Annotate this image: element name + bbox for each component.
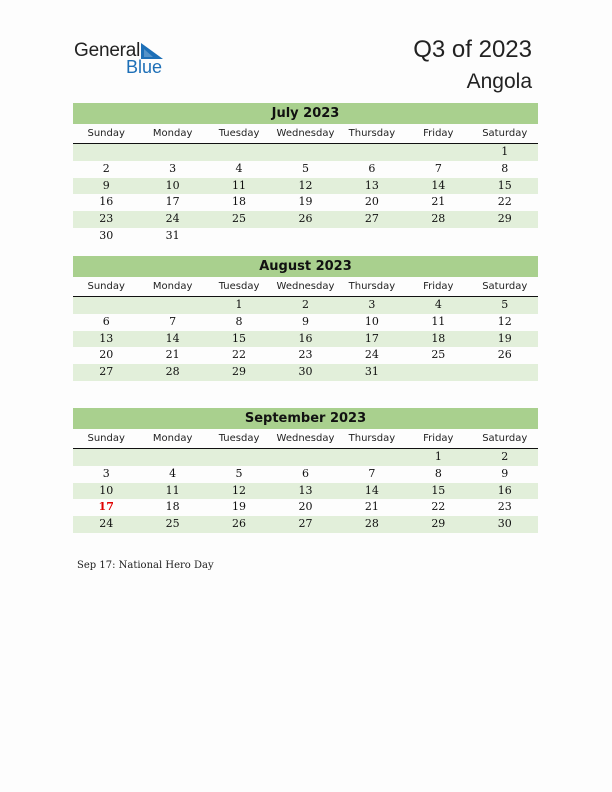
weekday-label: Thursday [348, 128, 396, 139]
month-september [73, 408, 538, 533]
week-row [73, 161, 538, 178]
day-cell: 24 [99, 517, 114, 531]
weekday-label: Thursday [348, 433, 396, 444]
day-cell: 12 [232, 483, 247, 497]
day-cell: 22 [232, 348, 247, 362]
day-cell: 27 [99, 365, 114, 379]
day-cell [73, 144, 139, 161]
day-cell [405, 144, 471, 161]
day-cell: 5 [235, 466, 243, 480]
day-cell: 3 [102, 466, 110, 480]
day-cell: 6 [368, 161, 376, 175]
day-cell [73, 297, 139, 314]
day-cell: 4 [434, 298, 442, 311]
weekday-label: Monday [152, 128, 193, 139]
day-cell: 14 [165, 331, 180, 345]
day-cell [73, 449, 139, 466]
weekday-label: Thursday [348, 281, 396, 292]
day-cell: 12 [497, 314, 512, 328]
day-cell: 2 [501, 450, 509, 463]
day-cell: 28 [431, 212, 446, 226]
day-cell: 18 [431, 331, 446, 345]
weekday-label: Wednesday [276, 433, 335, 444]
day-cell: 8 [235, 314, 243, 328]
weekday-label: Sunday [87, 433, 125, 444]
weekday-label: Wednesday [276, 128, 335, 139]
day-cell: 15 [431, 483, 446, 497]
day-cell: 26 [298, 212, 313, 226]
day-cell: 11 [165, 483, 180, 497]
day-cell [472, 364, 538, 381]
month-title: July 2023 [73, 103, 538, 124]
day-cell: 23 [298, 348, 313, 362]
day-cell: 23 [99, 212, 114, 226]
day-cell: 31 [165, 228, 180, 242]
day-cell: 30 [99, 228, 114, 242]
day-cell: 21 [431, 195, 446, 209]
week-row [73, 178, 538, 195]
day-cell: 20 [364, 195, 379, 209]
weekday-label: Saturday [482, 128, 528, 139]
page-title: Q3 of 2023 [413, 36, 532, 63]
day-cell: 3 [368, 298, 376, 311]
day-cell [339, 449, 405, 466]
month-july [73, 103, 538, 245]
holiday-note: Sep 17: National Hero Day [77, 560, 214, 571]
holiday-day-cell: 17 [98, 500, 114, 514]
day-cell: 6 [102, 314, 110, 328]
day-cell: 26 [497, 348, 512, 362]
day-cell: 26 [232, 517, 247, 531]
day-cell [272, 449, 338, 466]
day-cell: 18 [232, 195, 247, 209]
day-cell: 20 [298, 500, 313, 514]
day-cell: 30 [497, 517, 512, 531]
day-cell: 16 [298, 331, 313, 345]
weekday-header-row [73, 432, 538, 449]
day-cell: 2 [301, 298, 309, 311]
weekday-label: Tuesday [218, 128, 260, 139]
day-cell: 19 [232, 500, 247, 514]
day-cell: 15 [232, 331, 247, 345]
day-cell: 25 [232, 212, 247, 226]
day-cell: 29 [232, 365, 247, 379]
weekday-label: Friday [423, 128, 454, 139]
day-cell: 28 [364, 517, 379, 531]
day-cell: 25 [165, 517, 180, 531]
day-cell: 8 [501, 161, 509, 175]
day-cell: 31 [364, 365, 379, 379]
day-cell: 24 [165, 212, 180, 226]
day-cell: 10 [99, 483, 114, 497]
day-cell: 10 [165, 178, 180, 192]
day-cell [339, 144, 405, 161]
day-cell: 16 [99, 195, 114, 209]
day-cell: 3 [169, 161, 177, 175]
weekday-label: Saturday [482, 433, 528, 444]
logo-text-blue: Blue [126, 57, 163, 77]
day-cell: 17 [165, 195, 180, 209]
day-cell: 7 [368, 466, 376, 480]
day-cell: 18 [165, 500, 180, 514]
day-cell: 9 [301, 314, 309, 328]
weekday-label: Saturday [482, 281, 528, 292]
week-row [73, 449, 538, 466]
week-row [73, 483, 538, 500]
logo-text-general: General [74, 40, 141, 61]
weekday-label: Monday [152, 433, 193, 444]
weekday-label: Sunday [87, 281, 125, 292]
week-row [73, 364, 538, 381]
day-cell [339, 228, 405, 245]
day-cell: 13 [364, 178, 379, 192]
day-cell [272, 228, 338, 245]
day-cell: 4 [235, 161, 243, 175]
month-august [73, 256, 538, 381]
weekday-header-row [73, 127, 538, 144]
week-row [73, 211, 538, 228]
day-cell: 6 [301, 466, 309, 480]
day-cell [206, 449, 272, 466]
day-cell: 19 [298, 195, 313, 209]
day-cell: 1 [235, 298, 243, 311]
day-cell: 19 [497, 331, 512, 345]
day-cell: 22 [431, 500, 446, 514]
day-cell: 7 [434, 161, 442, 175]
weekday-label: Tuesday [218, 433, 260, 444]
weekday-label: Sunday [87, 128, 125, 139]
day-cell: 24 [364, 348, 379, 362]
day-cell: 14 [431, 178, 446, 192]
month-title: August 2023 [73, 256, 538, 277]
country-name: Angola [466, 70, 532, 93]
day-cell [139, 297, 205, 314]
day-cell: 9 [102, 178, 110, 192]
day-cell: 7 [169, 314, 177, 328]
day-cell: 17 [364, 331, 379, 345]
day-cell [206, 144, 272, 161]
week-row [73, 499, 538, 516]
week-row [73, 228, 538, 245]
day-cell: 11 [431, 314, 446, 328]
day-cell: 11 [232, 178, 247, 192]
day-cell: 1 [501, 145, 509, 158]
day-cell: 12 [298, 178, 313, 192]
weekday-header-row [73, 280, 538, 297]
week-row [73, 466, 538, 483]
day-cell [472, 228, 538, 245]
week-row [73, 144, 538, 161]
day-cell: 1 [434, 450, 442, 463]
week-row [73, 331, 538, 348]
day-cell: 13 [298, 483, 313, 497]
day-cell: 21 [165, 348, 180, 362]
day-cell: 29 [497, 212, 512, 226]
day-cell: 13 [99, 331, 114, 345]
day-cell: 21 [364, 500, 379, 514]
day-cell: 10 [364, 314, 379, 328]
weekday-label: Friday [423, 433, 454, 444]
day-cell: 29 [431, 517, 446, 531]
day-cell: 14 [364, 483, 379, 497]
day-cell [139, 144, 205, 161]
day-cell: 5 [301, 161, 309, 175]
day-cell [405, 364, 471, 381]
day-cell: 22 [497, 195, 512, 209]
day-cell: 23 [497, 500, 512, 514]
day-cell: 30 [298, 365, 313, 379]
weekday-label: Friday [423, 281, 454, 292]
day-cell: 9 [501, 466, 509, 480]
day-cell: 5 [501, 298, 509, 311]
generalblue-logo [74, 40, 174, 80]
month-title: September 2023 [73, 408, 538, 429]
day-cell [272, 144, 338, 161]
day-cell [139, 449, 205, 466]
day-cell [206, 228, 272, 245]
weekday-label: Wednesday [276, 281, 335, 292]
day-cell [405, 228, 471, 245]
day-cell: 28 [165, 365, 180, 379]
week-row [73, 314, 538, 331]
day-cell: 8 [434, 466, 442, 480]
week-row [73, 297, 538, 314]
day-cell: 27 [298, 517, 313, 531]
day-cell: 20 [99, 348, 114, 362]
day-cell: 27 [364, 212, 379, 226]
week-row [73, 194, 538, 211]
day-cell: 15 [497, 178, 512, 192]
day-cell: 2 [102, 161, 110, 175]
weekday-label: Monday [152, 281, 193, 292]
weekday-label: Tuesday [218, 281, 260, 292]
week-row [73, 347, 538, 364]
week-row [73, 516, 538, 533]
day-cell: 16 [497, 483, 512, 497]
day-cell: 4 [169, 466, 177, 480]
day-cell: 25 [431, 348, 446, 362]
